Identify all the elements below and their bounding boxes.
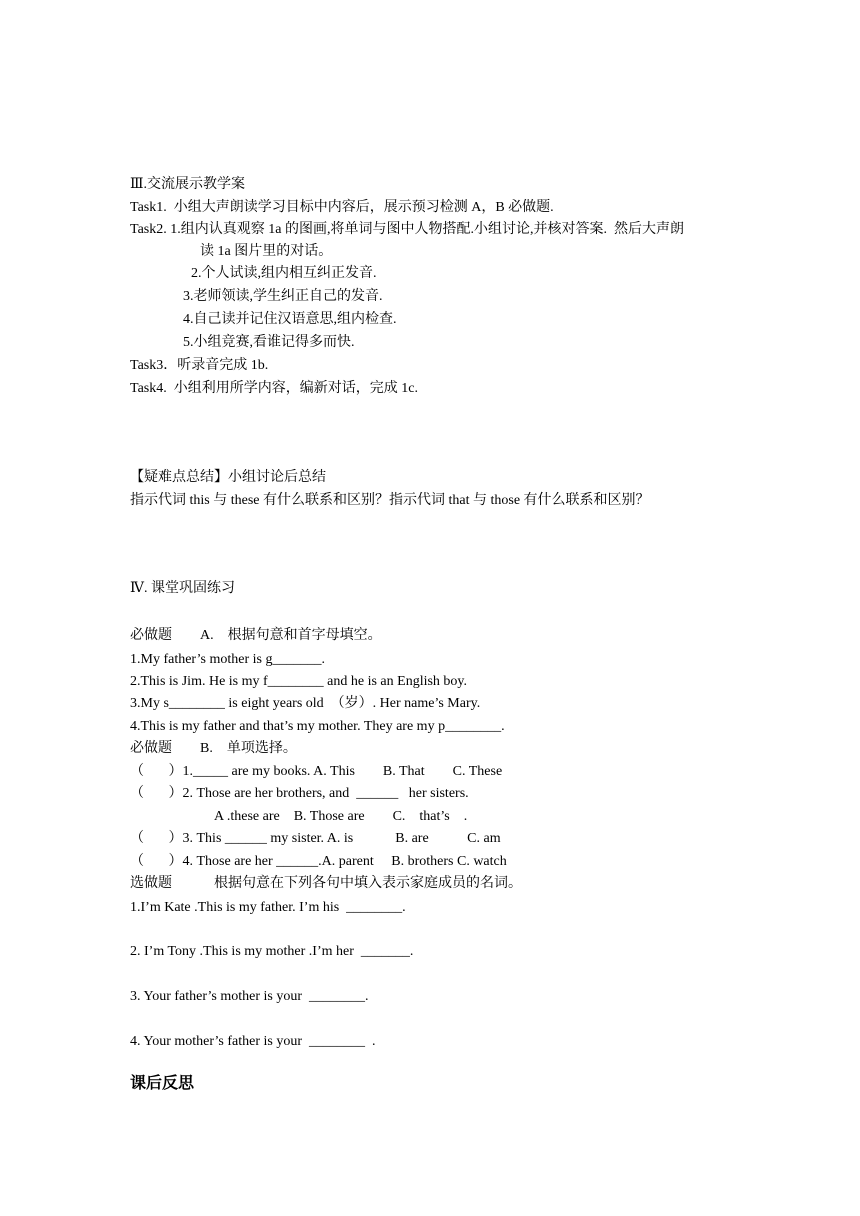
exercise-a1: 1.My father’s mother is g_______. xyxy=(130,652,325,667)
summary-title: 【疑难点总结】小组讨论后总结 xyxy=(130,470,326,485)
optional-header: 选做题 根据句意在下列各句中填入表示家庭成员的名词。 xyxy=(130,876,522,891)
section4-title: Ⅳ. 课堂巩固练习 xyxy=(130,581,235,596)
exercise-b2-options: A .these are B. Those are C. that’s . xyxy=(214,809,468,824)
exercise-c3: 3. Your father’s mother is your ________. xyxy=(130,989,369,1004)
exercise-a3: 3.My s________ is eight years old （岁）. Her name’s Mary. xyxy=(130,696,481,711)
task3-text: Task3．听录音完成 1b. xyxy=(130,358,269,373)
part-b-header: 必做题 B. 单项选择。 xyxy=(130,741,297,756)
exercise-c4: 4. Your mother’s father is your ________ . xyxy=(130,1034,376,1049)
exercise-a2: 2.This is Jim. He is my f________ and he is an English boy. xyxy=(130,674,468,689)
exercise-b2: （ ）2. Those are her brothers, and ______ her sisters. xyxy=(130,786,469,801)
exercise-a4: 4.This is my father and that’s my mother. They are my p________. xyxy=(130,719,505,734)
task2-line2: 读 1a 图片里的对话。 xyxy=(200,244,333,259)
exercise-c2: 2. I’m Tony .This is my mother .I’m her _______. xyxy=(130,944,414,959)
exercise-b3: （ ）3. This ______ my sister. A. is B. are C. am xyxy=(130,831,501,846)
exercise-c1: 1.I’m Kate .This is my father. I’m his ________. xyxy=(130,900,406,915)
reflection-title: 课后反思 xyxy=(130,1075,195,1092)
task2-step2: 2.个人试读,组内相互纠正发音. xyxy=(191,266,377,281)
summary-question: 指示代词 this 与 these 有什么联系和区别？指示代词 that 与 those 有什么联系和区别？ xyxy=(130,493,650,508)
task2-step5: 5.小组竞赛,看谁记得多而快. xyxy=(183,335,355,350)
exercise-b1: （ ）1._____ are my books. A. This B. That C. These xyxy=(130,764,503,779)
part-a-header: 必做题 A. 根据句意和首字母填空。 xyxy=(130,628,382,643)
task2-line1: Task2. 1.组内认真观察 1a 的图画,将单词与图中人物搭配.小组讨论,并核对答案. 然后大声朗 xyxy=(130,222,684,237)
section3-title: Ⅲ.交流展示教学案 xyxy=(130,177,246,192)
task2-step3: 3.老师领读,学生纠正自己的发音. xyxy=(183,289,383,304)
task4-text: Task4. 小组利用所学内容，编新对话，完成 1c. xyxy=(130,381,418,396)
task1-text: Task1. 小组大声朗读学习目标中内容后，展示预习检测 A，B 必做题. xyxy=(130,200,554,215)
task2-step4: 4.自己读并记住汉语意思,组内检查. xyxy=(183,312,397,327)
exercise-b4: （ ）4. Those are her ______.A. parent B. brothers C. watch xyxy=(130,854,507,869)
